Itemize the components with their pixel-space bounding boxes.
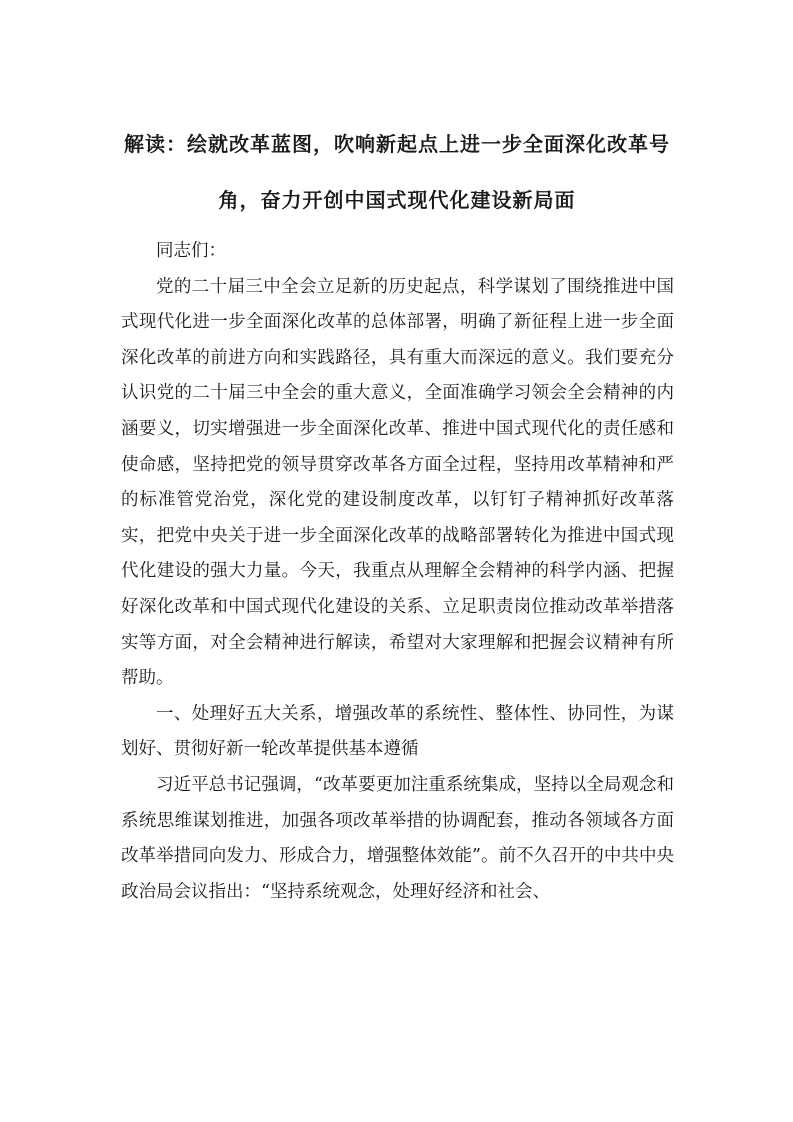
- document-body: [121, 234, 674, 910]
- paragraph-intro: 党的二十届三中全会立足新的历史起点，科学谋划了围绕推进中国式现代化进一步全面深化改革的总体部署，明确了新征程上进一步全面深化改革的前进方向和实践路径，具有重大而深远的意义。我们要充分认识党的二十届三中全会的重大意义，全面准确学习领会全会精神的内涵要义，切实增强进一步全面深化改革、推进中国式现代化的责任感和使命感，坚持把党的领导贯穿改革各方面全过程，坚持用改革精神和严的标准管党治党，深化党的建设制度改革，以钉钉子精神抓好改革落实，把党中央关于进一步全面深化改革的战略部署转化为推进中国式现代化建设的强大力量。今天，我重点从理解全会精神的科学内涵、把握好深化改革和中国式现代化建设的关系、立足职责岗位推动改革举措落实等方面，对全会精神进行解读，希望对大家理解和把握会议精神有所帮助。: [121, 276, 674, 689]
- section-heading: 一、处理好五大关系，增强改革的系统性、整体性、协同性，为谋划好、贯彻好新一轮改革提供基本遵循: [121, 703, 674, 760]
- paragraph-section-one: 习近平总书记强调，“改革要更加注重系统集成，坚持以全局观念和系统思维谋划推进，加强各项改革举措的协调配套，推动各领域各方面改革举措同向发力、形成合力，增强整体效能”。前不久召开的中共中央政治局会议指出：“坚持系统观念，处理好经济和社会、: [121, 774, 674, 902]
- document-title: 解读：绘就改革蓝图，吹响新起点上进一步全面深化改革号角，奋力开创中国式现代化建设新局面: [124, 132, 670, 212]
- salutation: 同志们：: [156, 241, 226, 261]
